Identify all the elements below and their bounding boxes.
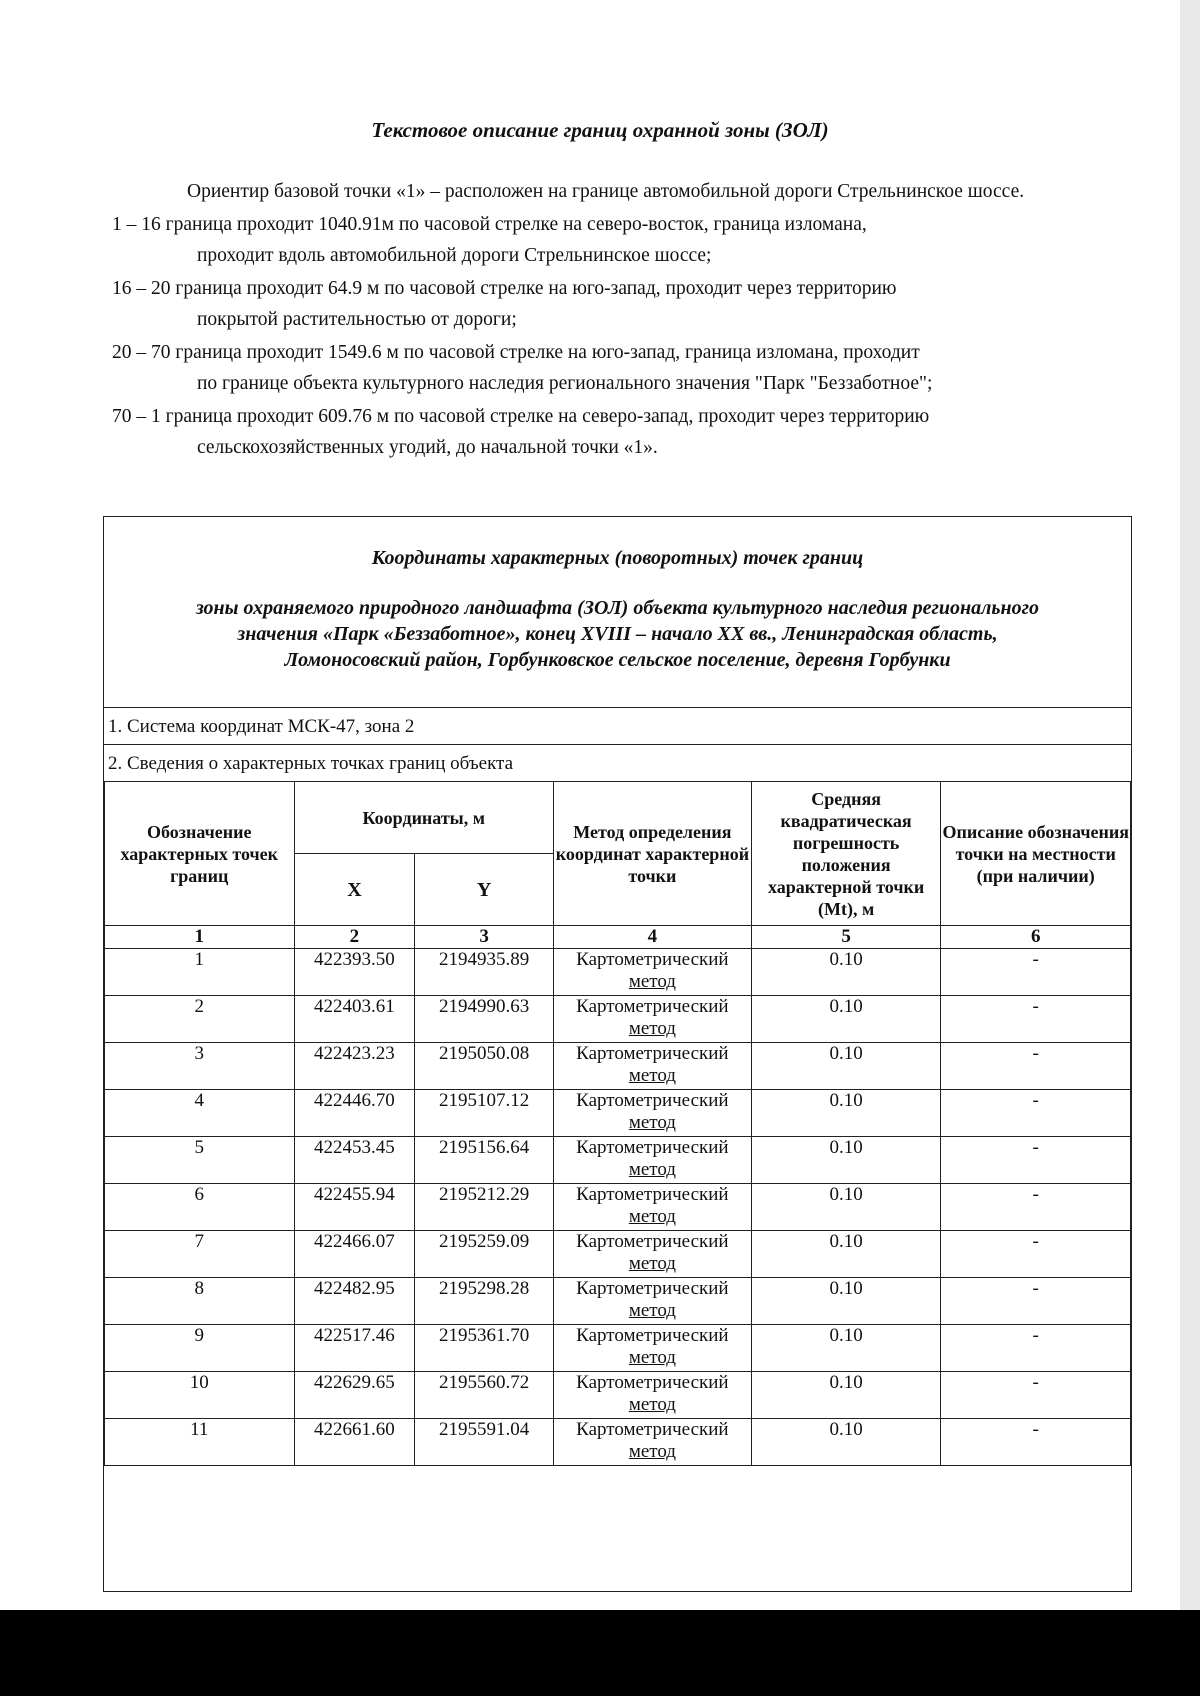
segment-line: 16 – 20 граница проходит 64.9 м по часовой стрелке на юго-запад, проходит через территорию xyxy=(112,278,897,299)
point-number: 8 xyxy=(105,1278,295,1325)
error-value: 0.10 xyxy=(751,1231,941,1278)
error-value: 0.10 xyxy=(751,949,941,996)
x-value: 422455.94 xyxy=(294,1184,415,1231)
method-text: Картометрический xyxy=(576,1231,729,1252)
segment-line: 1 – 16 граница проходит 1040.91м по часовой стрелке на северо-восток, граница изломана, xyxy=(112,214,867,235)
method-cell xyxy=(554,996,752,1043)
header-error: Средняя квадратическая погрешность положения характерной точки (Mt), м xyxy=(751,782,941,926)
segment-list xyxy=(112,209,1140,463)
column-number: 5 xyxy=(751,926,941,949)
header-designation: Обозначение характерных точек границ xyxy=(105,782,295,926)
y-value: 2195560.72 xyxy=(415,1372,554,1419)
table-row xyxy=(105,1184,1131,1231)
method-text: Картометрический xyxy=(576,949,729,970)
method-cell xyxy=(554,1043,752,1090)
coordinates-frame xyxy=(103,516,1132,1592)
method-text: метод xyxy=(628,1394,676,1415)
error-value: 0.10 xyxy=(751,1043,941,1090)
y-value: 2195591.04 xyxy=(415,1419,554,1466)
error-value: 0.10 xyxy=(751,1137,941,1184)
error-value: 0.10 xyxy=(751,1325,941,1372)
column-number: 4 xyxy=(554,926,752,949)
coordinate-system: 1. Система координат МСК-47, зона 2 xyxy=(104,707,1131,744)
table-row xyxy=(105,1419,1131,1466)
segment-item xyxy=(112,273,1140,335)
method-cell xyxy=(554,1419,752,1466)
description-value: - xyxy=(941,1419,1131,1466)
method-text: Картометрический xyxy=(576,1090,729,1111)
error-value: 0.10 xyxy=(751,1278,941,1325)
intro-paragraph: Ориентир базовой точки «1» – расположен на границе автомобильной дороги Стрельнинское шоссе. xyxy=(187,181,1025,202)
description-value: - xyxy=(941,1231,1131,1278)
segment-item xyxy=(112,209,1140,271)
column-number: 2 xyxy=(294,926,415,949)
method-cell xyxy=(554,1325,752,1372)
method-text: метод xyxy=(628,1253,676,1274)
method-text: Картометрический xyxy=(576,1419,729,1440)
header-description: Описание обозначения точки на местности (при наличии) xyxy=(941,782,1131,926)
x-value: 422393.50 xyxy=(294,949,415,996)
x-value: 422482.95 xyxy=(294,1278,415,1325)
description-value: - xyxy=(941,1325,1131,1372)
description-value: - xyxy=(941,1278,1131,1325)
header-coords: Координаты, м xyxy=(294,782,553,854)
y-value: 2194990.63 xyxy=(415,996,554,1043)
x-value: 422446.70 xyxy=(294,1090,415,1137)
y-value: 2195298.28 xyxy=(415,1278,554,1325)
method-text: Картометрический xyxy=(576,1372,729,1393)
method-text: метод xyxy=(628,1065,676,1086)
page-title: Текстовое описание границ охранной зоны (ЗОЛ) xyxy=(371,118,829,142)
x-value: 422453.45 xyxy=(294,1137,415,1184)
segment-continuation: по границе объекта культурного наследия регионального значения "Парк "Беззаботное"; xyxy=(197,373,933,394)
error-value: 0.10 xyxy=(751,1372,941,1419)
coords-subtitle xyxy=(104,595,1131,673)
method-cell xyxy=(554,1278,752,1325)
table-row xyxy=(105,1043,1131,1090)
description-value: - xyxy=(941,1090,1131,1137)
point-number: 5 xyxy=(105,1137,295,1184)
description-value: - xyxy=(941,949,1131,996)
table-row xyxy=(105,1278,1131,1325)
point-number: 6 xyxy=(105,1184,295,1231)
description-value: - xyxy=(941,1372,1131,1419)
coordinates-table xyxy=(104,781,1131,1466)
y-value: 2195212.29 xyxy=(415,1184,554,1231)
y-value: 2195259.09 xyxy=(415,1231,554,1278)
method-text: метод xyxy=(628,1300,676,1321)
point-number: 2 xyxy=(105,996,295,1043)
point-number: 1 xyxy=(105,949,295,996)
y-value: 2195156.64 xyxy=(415,1137,554,1184)
description-value: - xyxy=(941,1043,1131,1090)
method-text: метод xyxy=(628,1347,676,1368)
method-text: Картометрический xyxy=(576,1184,729,1205)
description-value: - xyxy=(941,1137,1131,1184)
segment-continuation: покрытой растительностью от дороги; xyxy=(197,309,517,330)
point-number: 3 xyxy=(105,1043,295,1090)
description-value: - xyxy=(941,996,1131,1043)
method-cell xyxy=(554,1231,752,1278)
method-text: метод xyxy=(628,971,676,992)
coords-subtitle-line: значения «Парк «Беззаботное», конец XVIII – начало XX вв., Ленинградская область, xyxy=(237,623,998,645)
coords-subtitle-line: зоны охраняемого природного ландшафта (ЗОЛ) объекта культурного наследия регионального xyxy=(195,597,1040,619)
points-info-heading: 2. Сведения о характерных точках границ объекта xyxy=(104,744,1131,781)
column-number: 3 xyxy=(415,926,554,949)
point-number: 7 xyxy=(105,1231,295,1278)
method-cell xyxy=(554,949,752,996)
boundary-description xyxy=(112,176,1140,463)
method-text: Картометрический xyxy=(576,1278,729,1299)
table-row xyxy=(105,1325,1131,1372)
point-number: 4 xyxy=(105,1090,295,1137)
method-text: метод xyxy=(628,1441,676,1462)
x-value: 422466.07 xyxy=(294,1231,415,1278)
method-cell xyxy=(554,1090,752,1137)
method-text: Картометрический xyxy=(576,1325,729,1346)
table-row xyxy=(105,1137,1131,1184)
segment-item xyxy=(112,337,1140,399)
segment-line: 70 – 1 граница проходит 609.76 м по часовой стрелке на северо-запад, проходит через территорию xyxy=(112,406,930,427)
column-number: 1 xyxy=(105,926,295,949)
error-value: 0.10 xyxy=(751,1184,941,1231)
point-number: 9 xyxy=(105,1325,295,1372)
method-text: метод xyxy=(628,1112,676,1133)
method-cell xyxy=(554,1137,752,1184)
error-value: 0.10 xyxy=(751,996,941,1043)
x-value: 422629.65 xyxy=(294,1372,415,1419)
header-y: Y xyxy=(415,854,554,926)
method-text: метод xyxy=(628,1018,676,1039)
table-row xyxy=(105,949,1131,996)
scan-bottom-bar xyxy=(0,1610,1200,1696)
method-text: метод xyxy=(628,1159,676,1180)
table-row xyxy=(105,1372,1131,1419)
method-text: Картометрический xyxy=(576,1043,729,1064)
error-value: 0.10 xyxy=(751,1090,941,1137)
x-value: 422517.46 xyxy=(294,1325,415,1372)
coords-title: Координаты характерных (поворотных) точек границ xyxy=(371,547,864,569)
table-row xyxy=(105,996,1131,1043)
column-number: 6 xyxy=(941,926,1131,949)
coords-subtitle-line: Ломоносовский район, Горбунковское сельское поселение, деревня Горбунки xyxy=(284,649,951,671)
x-value: 422403.61 xyxy=(294,996,415,1043)
y-value: 2195361.70 xyxy=(415,1325,554,1372)
method-cell xyxy=(554,1372,752,1419)
x-value: 422423.23 xyxy=(294,1043,415,1090)
point-number: 10 xyxy=(105,1372,295,1419)
y-value: 2195050.08 xyxy=(415,1043,554,1090)
error-value: 0.10 xyxy=(751,1419,941,1466)
y-value: 2195107.12 xyxy=(415,1090,554,1137)
segment-continuation: сельскохозяйственных угодий, до начальной точки «1». xyxy=(197,437,658,458)
header-x: X xyxy=(294,854,415,926)
description-value: - xyxy=(941,1184,1131,1231)
y-value: 2194935.89 xyxy=(415,949,554,996)
table-row xyxy=(105,1231,1131,1278)
scan-edge xyxy=(1180,0,1200,1610)
x-value: 422661.60 xyxy=(294,1419,415,1466)
header-method: Метод определения координат характерной точки xyxy=(554,782,752,926)
segment-continuation: проходит вдоль автомобильной дороги Стрельнинское шоссе; xyxy=(197,245,712,266)
method-text: метод xyxy=(628,1206,676,1227)
method-text: Картометрический xyxy=(576,996,729,1017)
table-row xyxy=(105,1090,1131,1137)
method-text: Картометрический xyxy=(576,1137,729,1158)
segment-line: 20 – 70 граница проходит 1549.6 м по часовой стрелке на юго-запад, граница изломана, проходит xyxy=(112,342,920,363)
point-number: 11 xyxy=(105,1419,295,1466)
method-cell xyxy=(554,1184,752,1231)
segment-item xyxy=(112,401,1140,463)
